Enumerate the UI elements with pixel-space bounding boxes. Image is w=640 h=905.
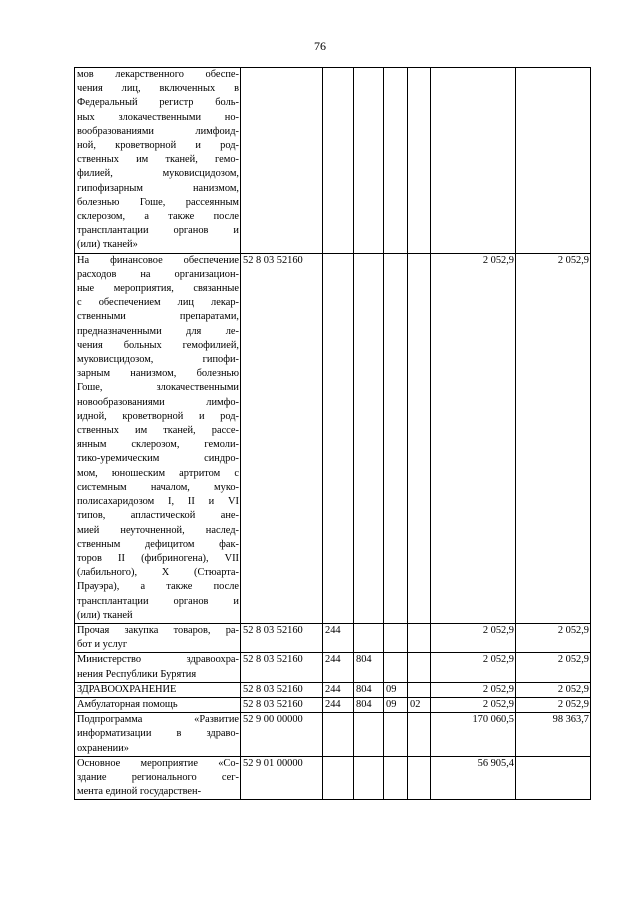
administrator-code-cell (354, 253, 384, 623)
item-name-line: ной, кроветворной и род- (77, 140, 239, 152)
item-name-line: ственными препаратами, (77, 311, 239, 323)
table-row (75, 756, 591, 800)
amount-year1-cell (431, 68, 516, 254)
amount-year1-cell: 170 060,5 (431, 713, 516, 757)
section-code-cell: 09 (384, 697, 408, 712)
item-name-line: охранении» (77, 742, 129, 754)
table-row (75, 713, 591, 757)
item-name-line: с обеспечением лиц лекар- (77, 297, 239, 309)
item-name-line: Министерство здравоохра- (77, 654, 239, 666)
target-article-code-cell: 52 8 03 52160 (241, 697, 323, 712)
item-name-line: информатизации в здраво- (77, 728, 239, 740)
target-article-code-cell: 52 8 03 52160 (241, 682, 323, 697)
amount-year2-cell (516, 756, 591, 800)
item-name-line: филией, муковисцидозом, (77, 168, 239, 180)
section-code-cell (384, 713, 408, 757)
item-name-line: здание регионального сег- (77, 771, 239, 783)
expense-type-cell (323, 713, 354, 757)
item-name-cell (75, 253, 241, 623)
item-name-line: мов лекарственного обеспе- (77, 69, 239, 80)
amount-year1-cell: 2 052,9 (431, 623, 516, 652)
item-name-line: новообразованиями лимфо- (77, 396, 239, 408)
item-name-line: ные мероприятия, связанные (77, 283, 239, 295)
item-name-line: вообразованиями лимфоид- (77, 125, 239, 137)
item-name-line: трансплантации органов и (77, 595, 239, 607)
expense-type-cell: 244 (323, 623, 354, 652)
subsection-code-cell: 02 (408, 697, 431, 712)
table-body (75, 68, 591, 800)
amount-year2-cell: 98 363,7 (516, 713, 591, 757)
item-name-line: ЗДРАВООХРАНЕНИЕ (77, 683, 177, 695)
table-row (75, 697, 591, 712)
item-name-cell (75, 697, 241, 712)
target-article-code-cell (241, 68, 323, 254)
administrator-code-cell (354, 68, 384, 254)
section-code-cell: 09 (384, 682, 408, 697)
item-name-line: типов, апластической ане- (77, 510, 239, 522)
item-name-line: нения Республики Бурятия (77, 668, 197, 680)
item-name-cell (75, 623, 241, 652)
section-code-cell (384, 68, 408, 254)
item-name-line: (или) тканей» (77, 239, 138, 251)
item-name-line: янным склерозом, гемоли- (77, 439, 239, 451)
item-name-line: торов II (фибриногена), VII (77, 552, 239, 564)
item-name-line: мом, юношеским артритом с (77, 467, 239, 479)
amount-year2-cell: 2 052,9 (516, 682, 591, 697)
item-name-line: (или) тканей (77, 609, 133, 621)
page-number: 76 (314, 39, 326, 53)
item-name-line: мией неуточненной, наслед- (77, 524, 239, 536)
target-article-code-cell: 52 9 00 00000 (241, 713, 323, 757)
subsection-code-cell (408, 713, 431, 757)
target-article-code-cell: 52 8 03 52160 (241, 253, 323, 623)
item-name-line: ственных им тканей, рассе- (77, 425, 239, 437)
item-name-line: Подпрограмма «Развитие (77, 714, 239, 726)
subsection-code-cell (408, 653, 431, 682)
amount-year2-cell: 2 052,9 (516, 697, 591, 712)
expense-type-cell (323, 68, 354, 254)
expense-type-cell: 244 (323, 682, 354, 697)
table-row (75, 68, 591, 254)
item-name-cell (75, 653, 241, 682)
table-row (75, 653, 591, 682)
subsection-code-cell (408, 253, 431, 623)
item-name-line: зарным нанизмом, болезнью (77, 368, 239, 380)
item-name-line: склерозом, а также после (77, 211, 239, 223)
item-name-line: болезнью Гоше, рассеянным (77, 196, 239, 208)
expense-type-cell: 244 (323, 653, 354, 682)
item-name-line: трансплантации органов и (77, 225, 239, 237)
expense-type-cell (323, 756, 354, 800)
item-name-line: ных злокачественными но- (77, 111, 239, 123)
item-name-line: системным началом, муко- (77, 481, 239, 493)
amount-year2-cell: 2 052,9 (516, 253, 591, 623)
subsection-code-cell (408, 623, 431, 652)
target-article-code-cell: 52 8 03 52160 (241, 623, 323, 652)
table-row (75, 253, 591, 623)
target-article-code-cell: 52 9 01 00000 (241, 756, 323, 800)
amount-year2-cell: 2 052,9 (516, 623, 591, 652)
administrator-code-cell: 804 (354, 653, 384, 682)
item-name-line: чения лиц, включенных в (77, 83, 239, 95)
amount-year1-cell: 2 052,9 (431, 253, 516, 623)
item-name-cell (75, 756, 241, 800)
amount-year2-cell (516, 68, 591, 254)
item-name-line: муковисцидозом, гипофи- (77, 354, 239, 366)
amount-year1-cell: 2 052,9 (431, 653, 516, 682)
administrator-code-cell: 804 (354, 682, 384, 697)
administrator-code-cell (354, 756, 384, 800)
item-name-cell (75, 682, 241, 697)
item-name-line: чения больных гемофилией, (77, 339, 239, 351)
item-name-cell (75, 68, 241, 254)
target-article-code-cell: 52 8 03 52160 (241, 653, 323, 682)
item-name-line: Прочая закупка товаров, ра- (77, 624, 239, 636)
section-code-cell (384, 623, 408, 652)
item-name-line: Федеральный регистр боль- (77, 97, 239, 109)
item-name-line: ственным дефицитом фак- (77, 538, 239, 550)
section-code-cell (384, 253, 408, 623)
section-code-cell (384, 756, 408, 800)
item-name-line: Гоше, злокачественными (77, 382, 239, 394)
table-row (75, 623, 591, 652)
amount-year1-cell: 56 905,4 (431, 756, 516, 800)
amount-year1-cell: 2 052,9 (431, 682, 516, 697)
item-name-line: Основное мероприятие «Со- (77, 757, 239, 769)
table-row (75, 682, 591, 697)
item-name-line: (лабильного), X (Стюарта- (77, 567, 239, 579)
administrator-code-cell (354, 623, 384, 652)
expense-type-cell (323, 253, 354, 623)
subsection-code-cell (408, 68, 431, 254)
item-name-line: гипофизарным нанизмом, (77, 182, 239, 194)
expense-type-cell: 244 (323, 697, 354, 712)
administrator-code-cell (354, 713, 384, 757)
item-name-line: бот и услуг (77, 639, 128, 651)
item-name-line: полисахаридозом I, II и VI (77, 496, 239, 508)
section-code-cell (384, 653, 408, 682)
item-name-line: мента единой государствен- (77, 786, 202, 798)
item-name-line: тико-уремическим синдро- (77, 453, 239, 465)
item-name-line: предназначенными для ле- (77, 325, 239, 337)
item-name-line: расходов на организацион- (77, 268, 239, 280)
subsection-code-cell (408, 756, 431, 800)
administrator-code-cell: 804 (354, 697, 384, 712)
item-name-line: Амбулаторная помощь (77, 698, 178, 710)
item-name-line: идной, кроветворной и род- (77, 410, 239, 422)
subsection-code-cell (408, 682, 431, 697)
item-name-line: На финансовое обеспечение (77, 254, 239, 266)
amount-year2-cell: 2 052,9 (516, 653, 591, 682)
budget-table (74, 67, 591, 800)
item-name-line: Прауэра), а также после (77, 581, 239, 593)
item-name-line: ственных им тканей, гемо- (77, 154, 239, 166)
item-name-cell (75, 713, 241, 757)
amount-year1-cell: 2 052,9 (431, 697, 516, 712)
